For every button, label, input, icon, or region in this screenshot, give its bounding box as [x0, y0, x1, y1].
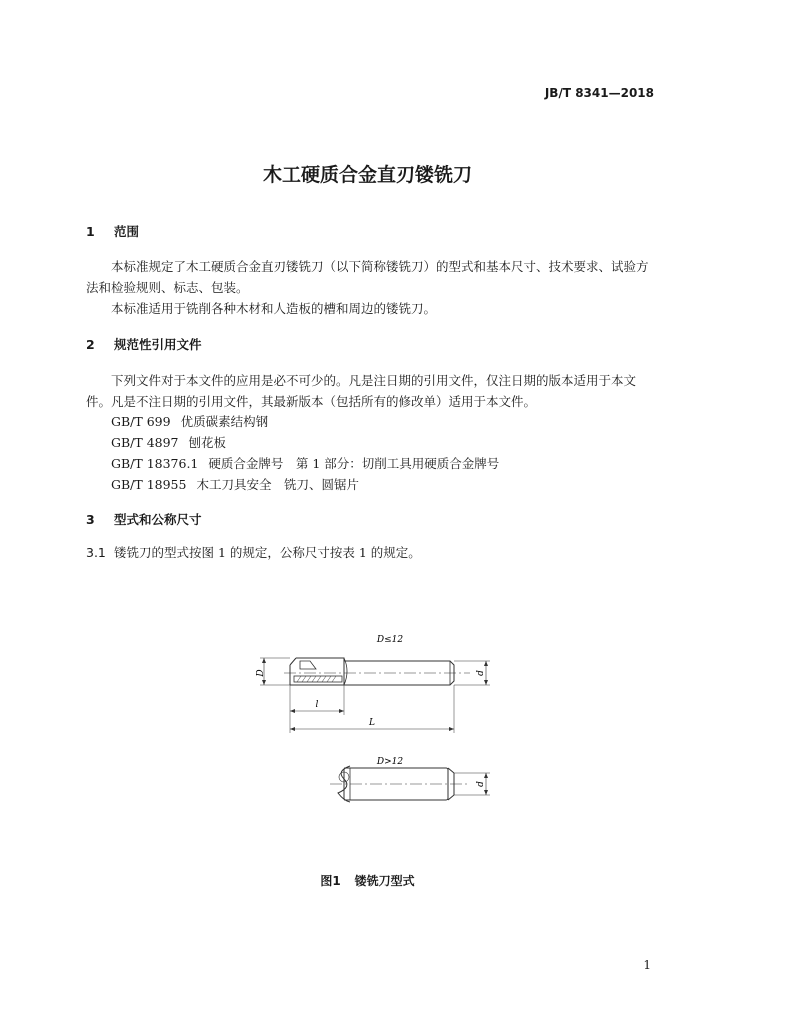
- page-number: 1: [643, 958, 651, 972]
- top-cutter-drawing: [260, 658, 490, 733]
- section-title: 型式和公称尺寸: [114, 512, 202, 527]
- dimension-l: l: [315, 700, 319, 710]
- reference-item: [111, 475, 359, 493]
- reference-item: [111, 454, 499, 472]
- figure-label-top: D≤12: [376, 635, 404, 645]
- figure-caption-number: 图1: [320, 874, 341, 888]
- standard-code: JB/T 8341—2018: [544, 86, 654, 100]
- reference-code: GB/T 699: [111, 414, 171, 429]
- figure-caption-title: 镂铣刀型式: [354, 874, 415, 888]
- section-title: 规范性引用文件: [114, 337, 202, 352]
- section-number: 1: [86, 224, 95, 239]
- reference-item: [111, 433, 226, 451]
- figure-caption: [0, 872, 735, 889]
- router-cutter-figure: [240, 625, 500, 840]
- reference-item: [111, 412, 268, 430]
- section-1-heading: [86, 222, 139, 240]
- clause-3-1: [86, 542, 658, 563]
- section-2-heading: [86, 335, 202, 353]
- reference-title: 硬质合金牌号 第 1 部分：切削工具用硬质合金牌号: [208, 456, 500, 471]
- reference-code: GB/T 18376.1: [111, 456, 199, 471]
- dimension-D: D: [256, 669, 266, 677]
- clause-text: 镂铣刀的型式按图 1 的规定，公称尺寸按表 1 的规定。: [114, 545, 421, 560]
- section-1-paragraph-2: 本标准适用于铣削各种木材和人造板的槽和周边的镂铣刀。: [111, 301, 437, 316]
- reference-code: GB/T 4897: [111, 435, 179, 450]
- section-2-paragraph-1: 下列文件对于本文件的应用是必不可少的。凡是注日期的引用文件，仅注日期的版本适用于本文件。凡是不注日期的引用文件，其最新版本（包括所有的修改单）适用于本文件。: [86, 373, 637, 409]
- section-1-paragraph-1: 本标准规定了木工硬质合金直刃镂铣刀（以下简称镂铣刀）的型式和基本尺寸、技术要求、试验方法和检验规则、标志、包装。: [86, 259, 649, 295]
- dimension-L: L: [369, 718, 375, 728]
- figure-label-bottom: D>12: [376, 757, 404, 767]
- reference-title: 刨花板: [188, 435, 227, 450]
- section-number: 3: [86, 512, 95, 527]
- clause-number: 3.1: [86, 545, 106, 560]
- document-title: 木工硬质合金直刃镂铣刀: [262, 164, 472, 186]
- reference-code: GB/T 18955: [111, 477, 187, 492]
- section-3-heading: [86, 510, 202, 528]
- reference-title: 优质碳素结构钢: [180, 414, 269, 429]
- dimension-d-bottom: d: [476, 781, 486, 787]
- reference-title: 木工刀具安全 铣刀、圆锯片: [196, 477, 359, 492]
- section-number: 2: [86, 337, 95, 352]
- section-title: 范围: [114, 224, 140, 239]
- dimension-d-top: d: [476, 670, 486, 676]
- bottom-cutter-drawing: [330, 766, 490, 802]
